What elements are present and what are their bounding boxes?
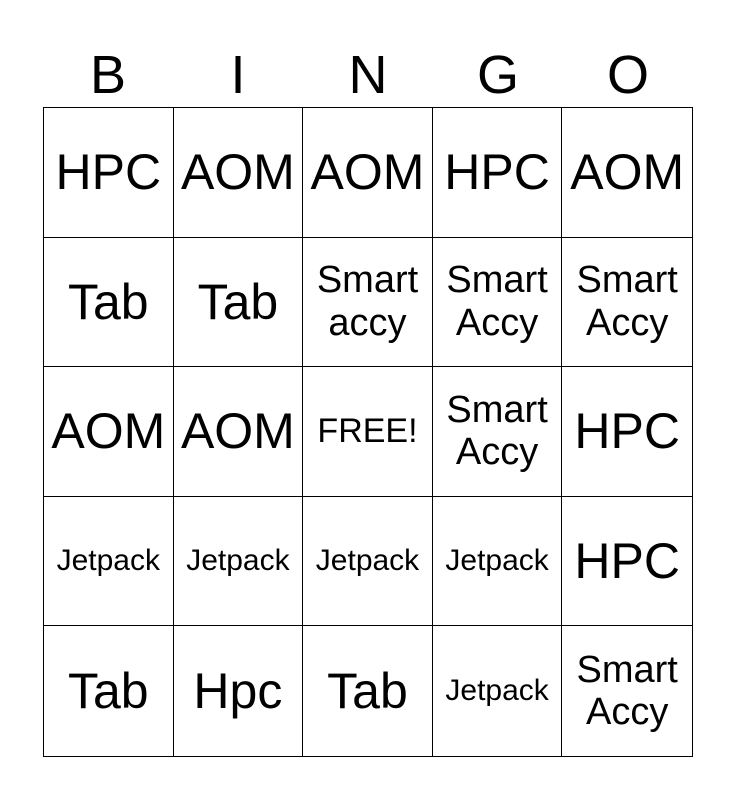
- cell-text: Smart Accy: [576, 648, 678, 734]
- bingo-cell[interactable]: [303, 497, 433, 627]
- bingo-cell[interactable]: [44, 238, 174, 368]
- bingo-cell[interactable]: [562, 108, 692, 238]
- bingo-cell[interactable]: [562, 367, 692, 497]
- cell-text: AOM: [180, 144, 295, 201]
- cell-text: HPC: [55, 144, 162, 201]
- cell-text: HPC: [444, 144, 550, 201]
- header-letter-n: N: [348, 45, 388, 105]
- cell-text: Jetpack: [445, 674, 549, 708]
- cell-text: Smart accy: [316, 259, 419, 344]
- bingo-cell[interactable]: [433, 626, 563, 756]
- cell-text: HPC: [574, 403, 680, 460]
- cell-text: AOM: [570, 144, 685, 201]
- bingo-cell[interactable]: [433, 238, 563, 368]
- header-letter-o: O: [606, 45, 649, 105]
- bingo-cell[interactable]: [174, 238, 304, 368]
- header-letter-i: I: [230, 45, 246, 105]
- bingo-cell[interactable]: [44, 497, 174, 627]
- cell-text: Jetpack: [56, 544, 160, 578]
- cell-text: AOM: [180, 403, 295, 460]
- bingo-header: [43, 42, 693, 108]
- header-letter-g: G: [476, 45, 519, 105]
- bingo-cell[interactable]: [174, 367, 304, 497]
- free-space-text: FREE!: [317, 412, 418, 451]
- bingo-cell[interactable]: [174, 497, 304, 627]
- bingo-cell[interactable]: [433, 497, 563, 627]
- cell-text: Tab: [327, 663, 408, 720]
- cell-text: Tab: [197, 273, 279, 330]
- cell-text: Smart Accy: [446, 388, 548, 474]
- bingo-cell[interactable]: [562, 626, 692, 756]
- bingo-cell[interactable]: [433, 108, 563, 238]
- cell-text: Tab: [67, 663, 149, 720]
- bingo-cell[interactable]: [44, 108, 174, 238]
- cell-text: Jetpack: [445, 544, 549, 578]
- cell-text: AOM: [310, 144, 425, 201]
- bingo-cell[interactable]: [562, 238, 692, 368]
- cell-text: Tab: [67, 273, 149, 330]
- cell-text: AOM: [51, 403, 166, 460]
- cell-text: Jetpack: [186, 544, 290, 578]
- bingo-board: [43, 107, 693, 757]
- bingo-cell[interactable]: [303, 108, 433, 238]
- header-letter-b: B: [89, 45, 127, 105]
- cell-text: Hpc: [193, 663, 283, 720]
- bingo-cell[interactable]: [44, 626, 174, 756]
- cell-text: Smart Accy: [576, 259, 678, 344]
- bingo-cell[interactable]: [303, 238, 433, 368]
- free-space-cell[interactable]: [303, 367, 433, 497]
- bingo-cell[interactable]: [433, 367, 563, 497]
- cell-text: Smart Accy: [446, 259, 548, 344]
- cell-text: HPC: [574, 533, 680, 590]
- bingo-cell[interactable]: [44, 367, 174, 497]
- bingo-cell[interactable]: [303, 626, 433, 756]
- bingo-cell[interactable]: [174, 108, 304, 238]
- bingo-cell[interactable]: [174, 626, 304, 756]
- bingo-cell[interactable]: [562, 497, 692, 627]
- cell-text: Jetpack: [315, 544, 420, 578]
